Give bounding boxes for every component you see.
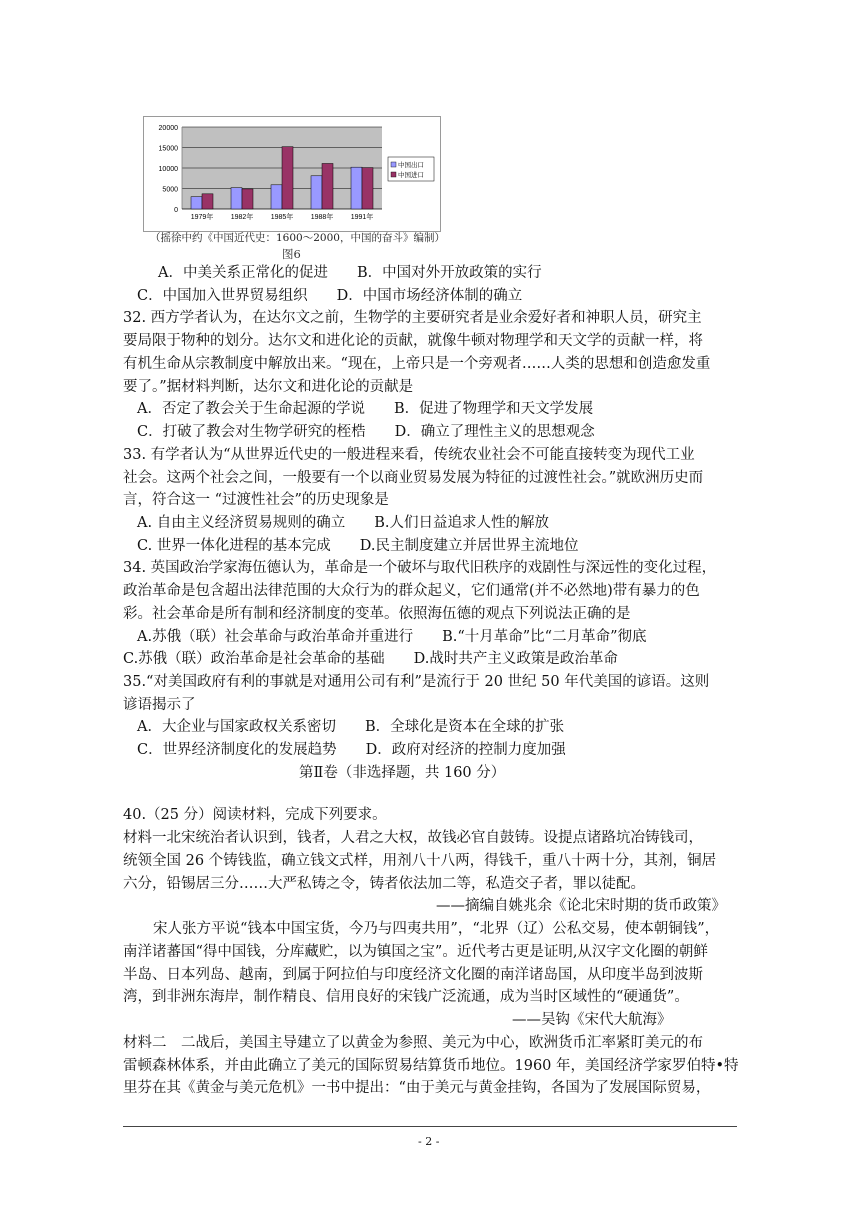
- legend-label: 中国出口: [398, 161, 424, 169]
- bar-chart-frame: [143, 116, 441, 232]
- page-number: - 2 -: [418, 1135, 440, 1148]
- x-tick-label: 1982年: [230, 214, 254, 221]
- text-line: 社会。这两个社会之间，一般要有一个以商业贸易发展为特征的过渡性社会。”就欧洲历史而: [123, 470, 704, 486]
- x-tick-label: 1991年: [350, 214, 374, 221]
- bar: [362, 168, 373, 209]
- text-line: 要局限于物种的划分。达尔文和进化论的贡献，就像牛顿对物理学和天文学的贡献一样，将: [123, 333, 703, 349]
- y-tick-label: 10000: [158, 166, 178, 173]
- text-line: 33. 有学者认为“从世界近代史的一般进程来看，传统农业社会不可能直接转变为现代工业: [123, 447, 695, 463]
- text-line: 谚语揭示了: [123, 697, 196, 713]
- text-line: 34. 英国政治学家海伍德认为，革命是一个破坏与取代旧秩序的戏剧性与深远性的变化过程，: [123, 560, 717, 576]
- text-line: ——吴钩《宋代大航海》: [512, 1012, 672, 1028]
- text-line: 彩。社会革命是所有制和经济制度的变革。依照海伍德的观点下列说法正确的是: [123, 606, 631, 622]
- text-line: A．大企业与国家政权关系密切 B．全球化是资本在全球的扩张: [137, 719, 565, 735]
- y-tick-label: 0: [174, 207, 178, 214]
- text-line: 言，符合这一 “过渡性社会”的历史现象是: [123, 492, 389, 508]
- x-tick-label: 1988年: [310, 214, 334, 221]
- text-line: A．中美关系正常化的促进 B．中国对外开放政策的实行: [158, 265, 542, 281]
- bar: [191, 197, 202, 209]
- text-line: 第Ⅱ卷（非选择题，共 160 分）: [299, 765, 506, 781]
- bar: [311, 176, 322, 209]
- text-line: 材料二 二战后，美国主导建立了以黄金为参照、美元为中心，欧洲货币汇率紧盯美元的布: [123, 1035, 703, 1051]
- text-line: 宋人张方平说“钱本中国宝货，今乃与四夷共用”，“北界（辽）公私交易，使本朝铜钱”，: [153, 921, 720, 937]
- text-line: 南洋诸蕃国“得中国钱，分库藏贮，以为镇国之宝”。近代考古更是证明,从汉字文化圈的朝鲜: [123, 944, 708, 960]
- text-line: C.苏俄（联）政治革命是社会革命的基础 D.战时共产主义政策是政治革命: [123, 651, 618, 667]
- text-line: 半岛、日本列岛、越南，到属于阿拉伯与印度经济文化圈的南洋诸岛国，从印度半岛到波斯: [123, 967, 703, 983]
- text-line: 湾，到非洲东海岸，制作精良、信用良好的宋钱广泛流通，成为当时区域性的“硬通货”。: [123, 989, 689, 1005]
- bar: [282, 147, 293, 209]
- text-line: 里芬在其《黄金与美元危机》一书中提出：“由于美元与黄金挂钩，各国为了发展国际贸易，: [123, 1080, 711, 1096]
- text-line: A.苏俄（联）社会革命与政治革命并重进行 B.“十月革命”比“二月革命”彻底: [137, 629, 647, 645]
- bar: [202, 194, 213, 209]
- text-line: 35.“对美国政府有利的事就是对通用公司有利”是流行于 20 世纪 50 年代美国的谚语。这则: [123, 674, 710, 690]
- bar: [242, 189, 253, 209]
- trade-bar-chart: [144, 117, 440, 231]
- text-line: 雷顿森林体系，并由此确立了美元的国际贸易结算货币地位。1960 年，美国经济学家罗伯特•特: [123, 1058, 739, 1074]
- bar: [322, 163, 333, 209]
- bar: [231, 188, 242, 209]
- text-line: C．世界经济制度化的发展趋势 D．政府对经济的控制力度加强: [137, 742, 566, 758]
- legend-swatch: [391, 172, 396, 177]
- x-tick-label: 1985年: [270, 214, 294, 221]
- legend-label: 中国进口: [398, 171, 424, 179]
- text-line: 32. 西方学者认为，在达尔文之前，生物学的主要研究者是业余爱好者和神职人员，研究主: [123, 310, 702, 326]
- text-line: ——摘编自姚兆余《论北宋时期的货币政策》: [436, 898, 726, 914]
- text-line: 统领全国 26 个铸钱监，确立钱文式样，用剂八十八两，得钱千，重八十两十分，其剂，铜居: [123, 853, 717, 869]
- text-line: 材料一北宋统治者认识到，钱者，人君之大权，故钱必官自鼓铸。设提点诸路坑冶铸钱司，: [123, 830, 703, 846]
- text-line: 政治革命是包含超出法律范围的大众行为的群众起义，它们通常(并不必然地)带有暴力的色: [123, 583, 700, 599]
- text-line: 六分，铅锡居三分……大严私铸之令，铸者依法加二等，私造交子者，罪以徒配。: [123, 876, 645, 892]
- text-line: A．否定了教会关于生命起源的学说 B．促进了物理学和天文学发展: [137, 401, 594, 417]
- figure-caption: 图6: [282, 247, 301, 261]
- text-line: C．中国加入世界贸易组织 D．中国市场经济体制的确立: [137, 288, 523, 304]
- text-line: 有机生命从宗教制度中解放出来。“现在，上帝只是一个旁观者……人类的思想和创造愈发重: [123, 356, 711, 372]
- y-tick-label: 20000: [158, 125, 178, 132]
- text-line: 要了。”据材料判断，达尔文和进化论的贡献是: [123, 379, 414, 395]
- footer-divider: [123, 1126, 737, 1127]
- figure-source-note: （摇徐中约《中国近代史：1600～2000，中国的奋斗》编制）: [150, 232, 445, 244]
- bar: [271, 185, 282, 209]
- x-tick-label: 1979年: [190, 214, 214, 221]
- bar: [351, 167, 362, 209]
- text-line: 40.（25 分）阅读材料，完成下列要求。: [123, 807, 387, 823]
- y-tick-label: 15000: [158, 145, 178, 153]
- text-line: C．打破了教会对生物学研究的桎梏 D．确立了理性主义的思想观念: [137, 424, 595, 440]
- text-line: C. 世界一体化进程的基本完成 D.民主制度建立并居世界主流地位: [137, 538, 579, 554]
- text-line: A. 自由主义经济贸易规则的确立 B.人们日益追求人性的解放: [137, 515, 549, 531]
- y-tick-label: 5000: [162, 186, 178, 194]
- legend-swatch: [391, 162, 396, 167]
